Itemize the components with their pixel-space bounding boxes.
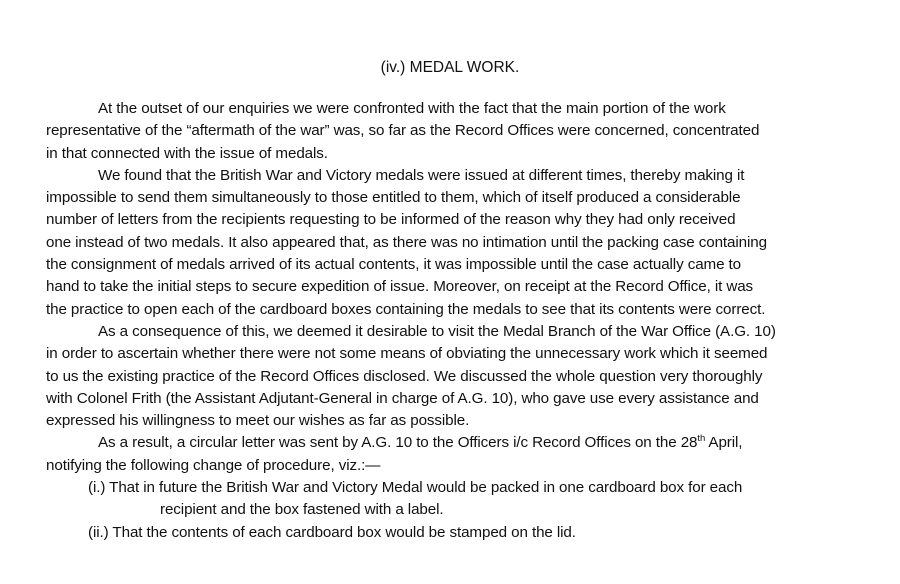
text-line: number of letters from the recipients requesting to be informed of the reason why they had only received <box>46 211 736 229</box>
text-line: in that connected with the issue of medals. <box>46 144 328 162</box>
paragraph-outset <box>46 98 858 165</box>
paragraph-circular-letter <box>46 432 858 477</box>
text-line: to us the existing practice of the Record Offices disclosed. We discussed the whole question very thoroughly <box>46 367 763 385</box>
list-item: (i.) That in future the British War and Victory Medal would be packed in one cardboard box for each <box>88 479 743 497</box>
list-item-continuation: recipient and the box fastened with a label. <box>160 501 444 519</box>
text-line <box>46 432 858 454</box>
text-line: expressed his willingness to meet our wishes as far as possible. <box>46 412 470 430</box>
text-line: one instead of two medals. It also appeared that, as there was no intimation until the packing case containing <box>46 233 767 251</box>
text-line: We found that the British War and Victory medals were issued at different times, thereby making it <box>98 166 745 184</box>
text-line: notifying the following change of procedure, viz.:— <box>46 456 381 474</box>
text-line: As a consequence of this, we deemed it desirable to visit the Medal Branch of the War Office (A.G. 10) <box>98 322 776 340</box>
text-segment: As a result, a circular letter was sent by A.G. 10 to the Officers i/c Record Offices on the 28 <box>98 434 698 452</box>
text-segment: April, <box>705 434 743 452</box>
paragraph-british-war-victory <box>46 165 858 321</box>
document-body <box>46 98 858 544</box>
procedure-list <box>46 477 858 544</box>
text-line: At the outset of our enquiries we were confronted with the fact that the main portion of the work <box>98 100 726 117</box>
section-heading: (iv.) MEDAL WORK. <box>380 59 520 76</box>
text-line: in order to ascertain whether there were not some means of obviating the unnecessary work which it seemed <box>46 345 768 363</box>
ordinal-superscript: th <box>697 433 706 445</box>
text-line: representative of the “aftermath of the war” was, so far as the Record Offices were concerned, concentrated <box>46 122 760 140</box>
paragraph-consequence <box>46 321 858 432</box>
text-line: impossible to send them simultaneously to those entitled to them, which of itself produced a considerable <box>46 189 741 207</box>
text-line: with Colonel Frith (the Assistant Adjutant-General in charge of A.G. 10), who gave use every assistance and <box>46 389 759 407</box>
text-line: the practice to open each of the cardboard boxes containing the medals to see that its contents were correct. <box>46 300 766 318</box>
list-item: (ii.) That the contents of each cardboard box would be stamped on the lid. <box>88 523 576 541</box>
text-line: the consignment of medals arrived of its actual contents, it was impossible until the case actually came to <box>46 256 742 274</box>
text-line: hand to take the initial steps to secure expedition of issue. Moreover, on receipt at the Record Office, it was <box>46 278 754 296</box>
